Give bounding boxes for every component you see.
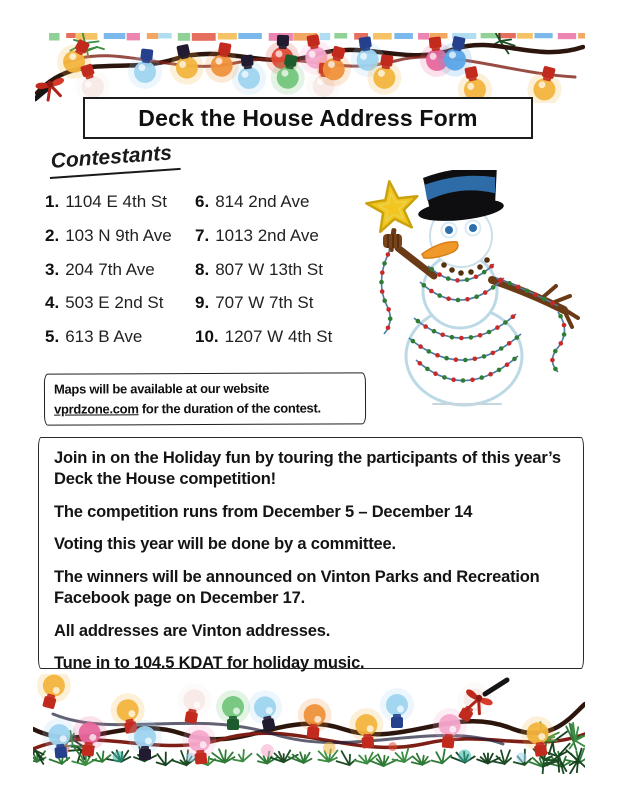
contestants-list bbox=[45, 192, 385, 361]
contestant-entry bbox=[195, 327, 385, 361]
contestant-entry bbox=[45, 226, 195, 260]
bottom-lights-garland bbox=[33, 674, 585, 774]
contestant-number: 5. bbox=[45, 327, 60, 347]
contestant-entry bbox=[195, 226, 385, 260]
contestant-address: 707 W 7th St bbox=[215, 293, 314, 313]
maps-note-line1: Maps will be available at our website bbox=[53, 380, 270, 397]
contestant-number: 2. bbox=[45, 225, 60, 245]
contestant-address: 503 E 2nd St bbox=[65, 293, 164, 313]
info-paragraph: The winners will be announced on Vinton Parks and Recreation Facebook page on December 17. bbox=[54, 567, 540, 608]
contestant-number: 9. bbox=[195, 293, 210, 313]
contestant-number: 1. bbox=[45, 192, 60, 211]
contestant-address: 204 7th Ave bbox=[65, 259, 155, 279]
contestant-address: 103 N 9th Ave bbox=[65, 225, 172, 245]
info-box bbox=[38, 437, 584, 673]
contestant-address: 807 W 13th St bbox=[215, 259, 323, 279]
maps-note-box bbox=[44, 372, 366, 425]
contestant-address: 613 B Ave bbox=[65, 327, 143, 347]
info-paragraph: Join in on the Holiday fun by touring the participants of this year’s Deck the House competition! bbox=[54, 449, 561, 489]
snowman-right-arm bbox=[492, 280, 564, 310]
page-title: Deck the House Address Form bbox=[138, 104, 478, 131]
contestant-entry bbox=[45, 293, 195, 327]
info-paragraph: All addresses are Vinton addresses. bbox=[54, 621, 331, 640]
eye-left bbox=[445, 226, 453, 234]
copyright-microtext bbox=[432, 403, 502, 405]
contestant-address: 814 2nd Ave bbox=[215, 192, 310, 211]
info-paragraph: Tune in to 104.5 KDAT for holiday music. bbox=[54, 654, 365, 673]
contestant-address: 1104 E 4th St bbox=[65, 192, 167, 211]
contestant-entry bbox=[195, 260, 385, 294]
contestant-number: 4. bbox=[45, 293, 60, 313]
contestant-number: 6. bbox=[195, 192, 210, 211]
website-link[interactable]: vprdzone.com bbox=[54, 400, 139, 417]
page-title-box bbox=[83, 97, 533, 139]
contestant-entry bbox=[195, 293, 385, 327]
contestant-address: 1013 2nd Ave bbox=[215, 225, 319, 245]
contestants-heading: Contestants bbox=[48, 141, 181, 179]
contestant-entry bbox=[45, 192, 195, 226]
snowman-illustration bbox=[360, 170, 588, 412]
contestant-entry bbox=[195, 192, 385, 226]
contestant-number: 10. bbox=[195, 327, 219, 347]
info-paragraph: Voting this year will be done by a committee. bbox=[54, 535, 396, 554]
contestant-number: 3. bbox=[45, 259, 60, 279]
maps-note-line2: for the duration of the contest. bbox=[138, 399, 321, 416]
info-paragraph: The competition runs from December 5 – December 14 bbox=[54, 502, 473, 521]
top-lights-garland bbox=[35, 33, 585, 103]
contestant-number: 7. bbox=[195, 225, 210, 245]
contestant-number: 8. bbox=[195, 259, 210, 279]
contestant-address: 1207 W 4th St bbox=[224, 327, 333, 347]
eye-right bbox=[469, 224, 477, 232]
contestant-entry bbox=[45, 327, 195, 361]
contestant-entry bbox=[45, 260, 195, 294]
star-icon bbox=[364, 178, 422, 233]
top-hat-icon bbox=[417, 170, 505, 224]
